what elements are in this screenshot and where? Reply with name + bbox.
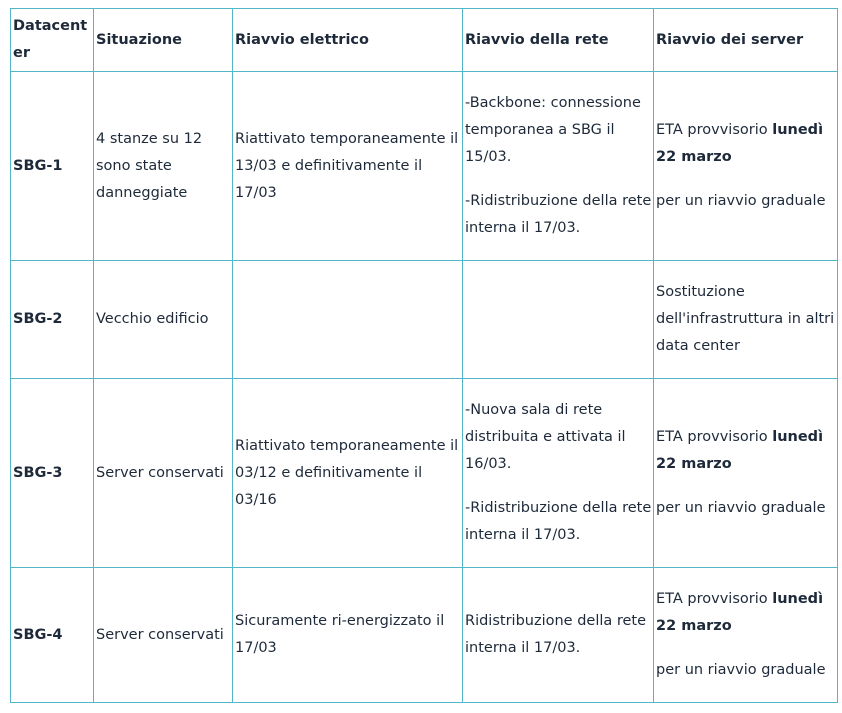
rete-note: -Ridistribuzione della rete interna il 17/03. <box>465 193 652 236</box>
cell-riavvio-rete <box>463 568 654 703</box>
cell-riavvio-server <box>654 568 838 703</box>
cell-riavvio-elettrico: Riattivato temporaneamente il 13/03 e definitivamente il 17/03 <box>233 72 463 261</box>
cell-riavvio-elettrico <box>233 261 463 379</box>
table-header-row <box>11 9 838 72</box>
cell-riavvio-server: Sostituzione dell'infrastruttura in altri data center <box>654 261 838 379</box>
server-note: per un riavvio graduale <box>656 662 826 678</box>
eta-date: lunedì 22 marzo <box>656 429 824 472</box>
eta-date: lunedì 22 marzo <box>656 591 824 634</box>
table-row <box>11 261 838 379</box>
eta-prefix: ETA provvisorio <box>656 591 773 607</box>
rete-note: -Ridistribuzione della rete interna il 17/03. <box>465 500 652 543</box>
server-eta <box>656 586 837 640</box>
cell-riavvio-rete <box>463 261 654 379</box>
server-note: per un riavvio graduale <box>656 500 826 516</box>
server-eta <box>656 424 837 478</box>
rete-note: -Nuova sala di rete distribuita e attivata il 16/03. <box>465 402 626 472</box>
cell-situazione: 4 stanze su 12 sono state danneggiate <box>94 72 233 261</box>
cell-datacenter: SBG-1 <box>11 72 94 261</box>
rete-note: -Backbone: connessione temporanea a SBG il 15/03. <box>465 95 641 165</box>
cell-datacenter: SBG-2 <box>11 261 94 379</box>
eta-date: lunedì 22 marzo <box>656 122 824 165</box>
server-note: per un riavvio graduale <box>656 193 826 209</box>
cell-riavvio-server <box>654 72 838 261</box>
server-eta <box>656 117 837 171</box>
cell-situazione: Vecchio edificio <box>94 261 233 379</box>
cell-situazione: Server conservati <box>94 568 233 703</box>
header-situazione: Situazione <box>94 9 233 72</box>
cell-riavvio-rete <box>463 72 654 261</box>
header-riavvio-server: Riavvio dei server <box>654 9 838 72</box>
table-row <box>11 568 838 703</box>
table-container <box>10 8 838 703</box>
header-riavvio-elettrico: Riavvio elettrico <box>233 9 463 72</box>
header-datacenter: Datacenter <box>11 9 94 72</box>
cell-riavvio-server <box>654 379 838 568</box>
cell-riavvio-elettrico: Riattivato temporaneamente il 03/12 e definitivamente il 03/16 <box>233 379 463 568</box>
header-riavvio-rete: Riavvio della rete <box>463 9 654 72</box>
cell-riavvio-elettrico: Sicuramente ri-energizzato il 17/03 <box>233 568 463 703</box>
datacenter-status-table <box>10 8 838 703</box>
cell-riavvio-rete <box>463 379 654 568</box>
table-row <box>11 379 838 568</box>
table-row <box>11 72 838 261</box>
eta-prefix: ETA provvisorio <box>656 429 773 445</box>
rete-note: Ridistribuzione della rete interna il 17/03. <box>465 613 647 656</box>
cell-datacenter: SBG-4 <box>11 568 94 703</box>
cell-datacenter: SBG-3 <box>11 379 94 568</box>
eta-prefix: ETA provvisorio <box>656 122 773 138</box>
cell-situazione: Server conservati <box>94 379 233 568</box>
